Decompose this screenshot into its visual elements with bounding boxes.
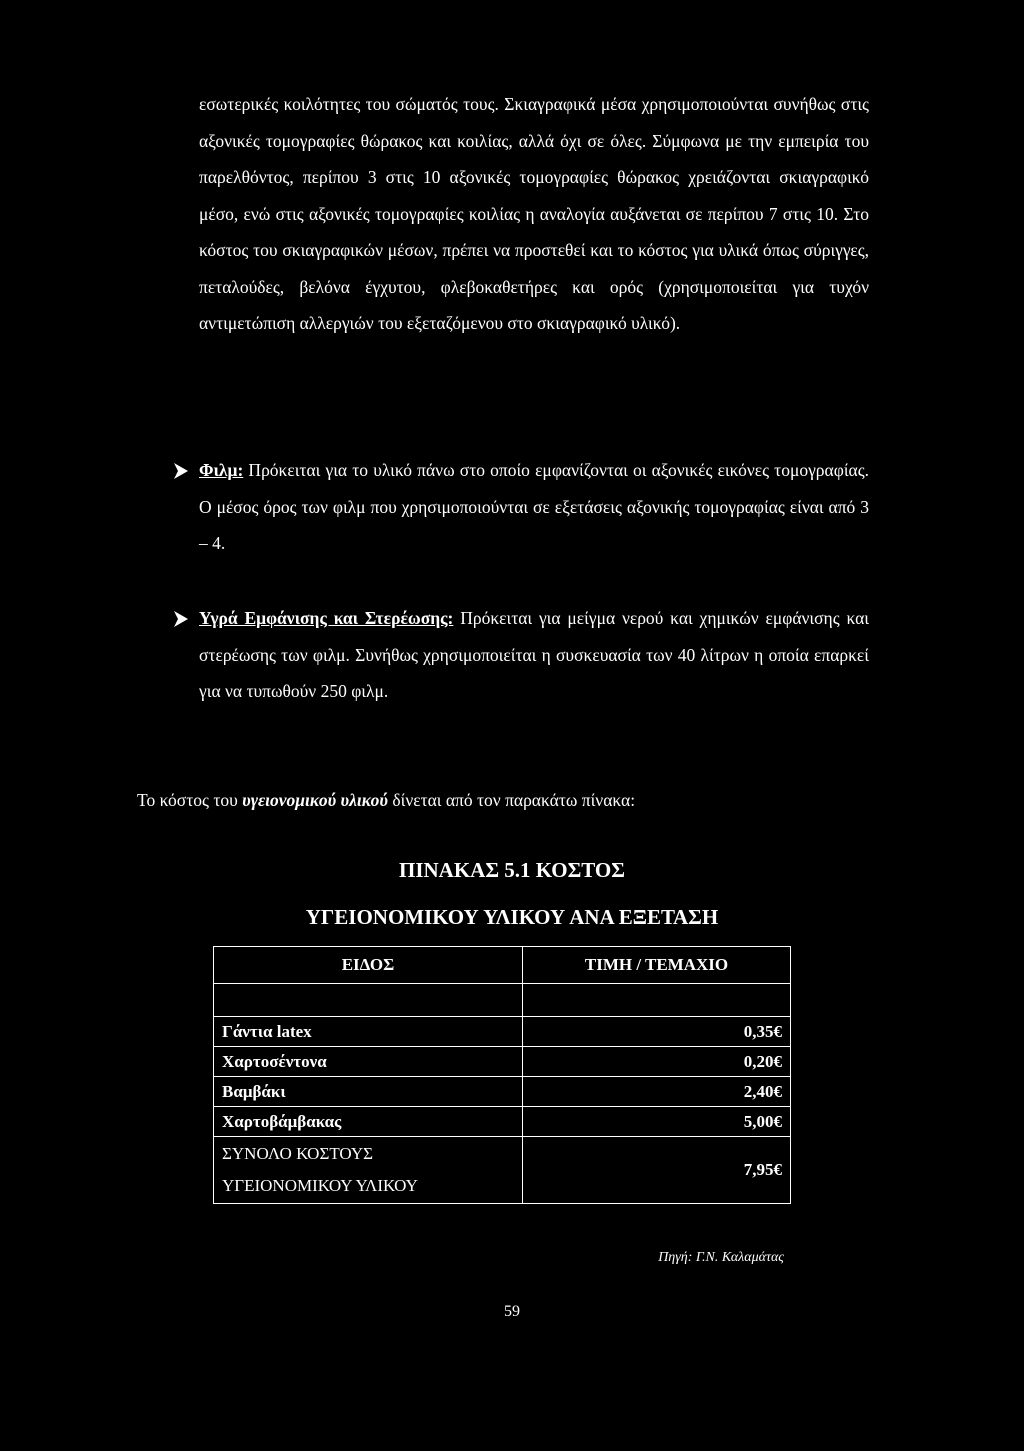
cost-table (213, 946, 791, 1204)
empty-cell (523, 984, 791, 1017)
empty-cell (214, 984, 523, 1017)
table-intro-after: δίνεται από τον παρακάτω πίνακα: (388, 790, 636, 810)
arrowhead-bullet-icon (173, 609, 189, 629)
table-source: Πηγή: Γ.Ν. Καλαμάτας (658, 1250, 784, 1265)
table-title-line2: ΥΓΕΙΟΝΟΜΙΚΟΥ ΥΛΙΚΟΥ ΑΝΑ ΕΞΕΤΑΣΗ (305, 905, 719, 929)
bullet-term: Υγρά Εμφάνισης και Στερέωσης: (199, 608, 454, 628)
item-cell: Γάντια latex (214, 1017, 523, 1047)
table-row (214, 1107, 791, 1137)
table-row (214, 1047, 791, 1077)
item-cell: Χαρτοβάμβακας (214, 1107, 523, 1137)
header-price: ΤΙΜΗ / ΤΕΜΑΧΙΟ (523, 947, 791, 984)
price-cell: 2,40€ (523, 1077, 791, 1107)
table-intro-before: Το κόστος του (137, 790, 243, 810)
total-label-line2: ΥΓΕΙΟΝΟΜΙΚΟΥ ΥΛΙΚΟΥ (222, 1176, 418, 1195)
bullet-developer-fixer-text (199, 600, 869, 710)
item-cell: Χαρτοσέντονα (214, 1047, 523, 1077)
bullet-body: Πρόκειται για μείγμα νερού και χημικών εμφάνισης και στερέωσης των φιλμ. Συνήθως χρησιμοποιείται η συσκευασία των 40 λίτρων η οποία επαρκεί για να τυπωθούν 250 φιλμ. (199, 608, 869, 701)
header-item: ΕΙΔΟΣ (214, 947, 523, 984)
price-cell: 0,35€ (523, 1017, 791, 1047)
table-empty-row (214, 984, 791, 1017)
total-label-cell (214, 1137, 523, 1204)
total-label-line1: ΣΥΝΟΛΟ ΚΟΣΤΟΥΣ (222, 1144, 374, 1163)
total-price-cell: 7,95€ (523, 1137, 791, 1204)
table-row (214, 1077, 791, 1107)
arrowhead-bullet-icon (173, 461, 189, 481)
price-cell: 5,00€ (523, 1107, 791, 1137)
table-total-row (214, 1137, 791, 1204)
table-intro-emphasis: υγειονομικού υλικού (242, 790, 388, 810)
table-title-line1: ΠΙΝΑΚΑΣ 5.1 ΚΟΣΤΟΣ (398, 858, 625, 882)
price-cell: 0,20€ (523, 1047, 791, 1077)
bullet-film-text (199, 452, 869, 562)
intro-paragraph: εσωτερικές κοιλότητες του σώματός τους. Σκιαγραφικά μέσα χρησιμοποιούνται συνήθως στις αξονικές τομογραφίες θώρακος και κοιλίας, αλλά όχι σε όλες. Σύμφωνα με την εμπειρία του παρελθόντος, περίπου 3 στις 10 αξονικές τομογραφίες θώρακος χρειάζονται σκιαγραφικό μέσο, ενώ στις αξονικές τομογραφίες κοιλίας η αναλογία αυξάνεται σε περίπου 7 στις 10. Στο κόστος του σκιαγραφικών μέσων, πρέπει να προστεθεί και το κόστος για υλικά όπως σύριγγες, πεταλούδες, βελόνα έγχυτου, φλεβοκαθετήρες και ορός (χρησιμοποιείται για τυχόν αντιμετώπιση αλλεργιών του εξεταζόμενου στο σκιαγραφικό υλικό). (199, 94, 869, 333)
table-row (214, 1017, 791, 1047)
table-header-row (214, 947, 791, 984)
table-intro-sentence (137, 785, 635, 815)
item-cell: Βαμβάκι (214, 1077, 523, 1107)
page-number: 59 (504, 1303, 520, 1320)
bullet-term: Φιλμ: (199, 460, 244, 480)
bullet-body: Πρόκειται για το υλικό πάνω στο οποίο εμφανίζονται οι αξονικές εικόνες τομογραφίας. Ο μέσος όρος των φιλμ που χρησιμοποιούνται σε εξετάσεις αξονικής τομογραφίας είναι από 3 – 4. (199, 460, 869, 553)
